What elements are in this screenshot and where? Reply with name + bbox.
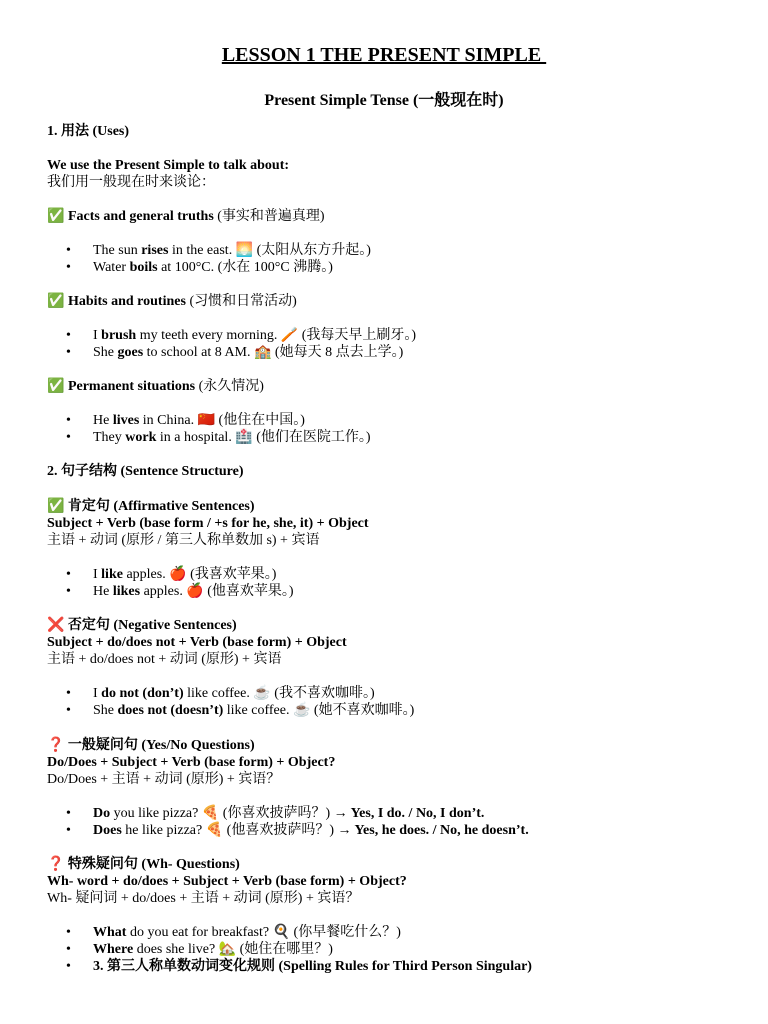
wh-examples	[66, 924, 532, 975]
uses-heading: 1. 用法 (Uses)	[47, 124, 130, 139]
yesno-formula-cn: Do/Does + 主语 + 动词 (原形) + 宾语？	[47, 772, 281, 787]
list-item: • I brush my teeth every morning. 🪥 (我每天早上刷牙。)	[66, 327, 416, 344]
wh-formula: Wh- word + do/does + Subject + Verb (base form) + Object?	[47, 874, 407, 889]
lesson-subtitle: Present Simple Tense (一般现在时)	[264, 92, 504, 109]
list-item: • I like apples. 🍎 (我喜欢苹果。)	[66, 566, 294, 583]
permanent-heading	[47, 378, 264, 395]
facts-examples	[66, 242, 371, 276]
check-icon: ✅	[47, 209, 65, 224]
negative-formula-cn: 主语 + do/does not + 动词 (原形) + 宾语	[47, 652, 282, 667]
affirmative-examples	[66, 566, 294, 600]
wh-heading: ❓ 特殊疑问句 (Wh- Questions)	[47, 857, 240, 872]
affirmative-heading: ✅ 肯定句 (Affirmative Sentences)	[47, 499, 255, 514]
structure-heading: 2. 句子结构 (Sentence Structure)	[47, 464, 244, 479]
list-item	[66, 958, 532, 975]
yesno-formula: Do/Does + Subject + Verb (base form) + Object?	[47, 755, 336, 770]
list-item: • Where does she live? 🏡 (她住在哪里？)	[66, 941, 532, 958]
list-item: • She does not (doesn’t) like coffee. ☕ (她不喜欢咖啡。)	[66, 702, 414, 719]
list-item: • They work in a hospital. 🏥 (他们在医院工作。)	[66, 429, 371, 446]
permanent-label: Permanent situations	[67, 379, 196, 394]
list-item: • Water boils at 100°C. (水在 100°C 沸腾。)	[66, 259, 371, 276]
permanent-cn: (永久情况)	[195, 379, 264, 394]
list-item: • What do you eat for breakfast? 🍳 (你早餐吃什么？)	[66, 924, 532, 941]
habits-heading	[47, 293, 297, 310]
facts-cn: (事实和普遍真理)	[213, 209, 325, 224]
check-icon: ✅	[47, 379, 65, 394]
list-item: • I do not (don’t) like coffee. ☕ (我不喜欢咖啡。)	[66, 685, 414, 702]
list-item: • Does he like pizza? 🍕 (他喜欢披萨吗？) → Yes, he does. / No, he doesn’t.	[66, 822, 529, 839]
affirmative-formula: Subject + Verb (base form / +s for he, she, it) + Object	[47, 516, 369, 531]
check-icon: ✅	[47, 294, 65, 309]
negative-formula: Subject + do/does not + Verb (base form) + Object	[47, 635, 347, 650]
list-item: • She goes to school at 8 AM. 🏫 (她每天 8 点去上学。)	[66, 344, 416, 361]
list-item: • He likes apples. 🍎 (他喜欢苹果。)	[66, 583, 294, 600]
list-item: • The sun rises in the east. 🌅 (太阳从东方升起。)	[66, 242, 371, 259]
arrow-icon: →	[337, 823, 352, 838]
wh-formula-cn: Wh- 疑问词 + do/does + 主语 + 动词 (原形) + 宾语？	[47, 891, 360, 906]
facts-label: Facts and general truths	[67, 209, 214, 224]
uses-intro: We use the Present Simple to talk about:	[47, 158, 290, 173]
facts-heading	[47, 208, 325, 225]
yesno-examples	[66, 805, 529, 839]
permanent-examples	[66, 412, 371, 446]
habits-cn: (习惯和日常活动)	[185, 294, 297, 309]
uses-intro-cn: 我们用一般现在时来谈论：	[47, 175, 215, 190]
list-item: • Do you like pizza? 🍕 (你喜欢披萨吗？) → Yes, I do. / No, I don’t.	[66, 805, 529, 822]
yesno-heading: ❓ 一般疑问句 (Yes/No Questions)	[47, 738, 255, 753]
arrow-icon: →	[333, 806, 348, 821]
negative-heading: ❌ 否定句 (Negative Sentences)	[47, 618, 237, 633]
habits-examples	[66, 327, 416, 361]
affirmative-formula-cn: 主语 + 动词 (原形 / 第三人称单数加 s) + 宾语	[47, 533, 320, 548]
negative-examples	[66, 685, 414, 719]
lesson-title: LESSON 1 THE PRESENT SIMPLE	[221, 44, 547, 66]
habits-label: Habits and routines	[67, 294, 186, 309]
spelling-rules-heading: 3. 第三人称单数动词变化规则 (Spelling Rules for Third Person Singular)	[93, 959, 532, 974]
list-item: • He lives in China. 🇨🇳 (他住在中国。)	[66, 412, 371, 429]
